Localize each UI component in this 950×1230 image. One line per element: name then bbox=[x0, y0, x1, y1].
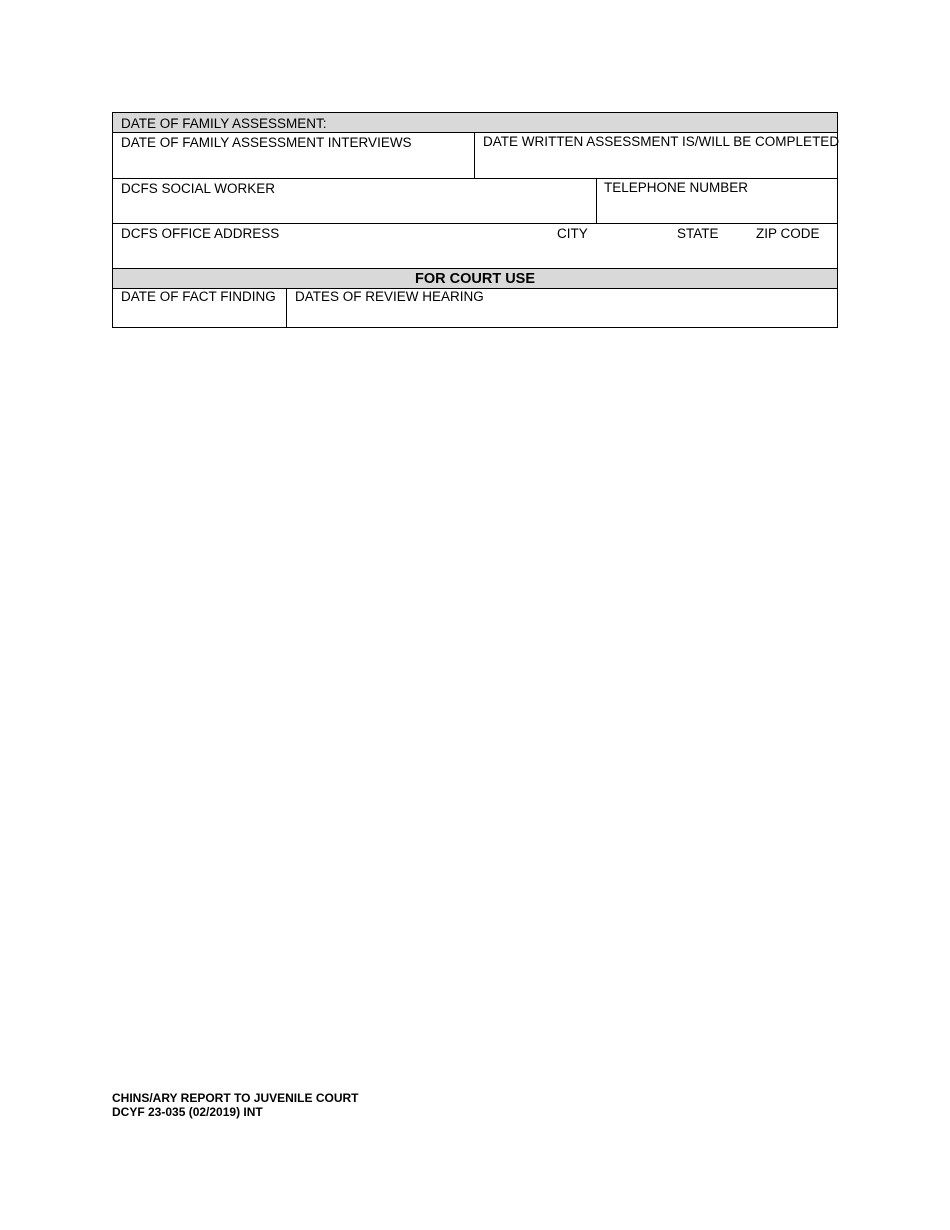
telephone-label: TELEPHONE NUMBER bbox=[604, 180, 749, 195]
state-label: STATE bbox=[677, 226, 719, 241]
court-dates-row bbox=[113, 289, 837, 327]
fact-finding-label: DATE OF FACT FINDING bbox=[121, 289, 276, 304]
family-assessment-date-row[interactable] bbox=[113, 113, 837, 133]
social-worker-label: DCFS SOCIAL WORKER bbox=[121, 181, 276, 196]
footer-title: CHINS/ARY REPORT TO JUVENILE COURT bbox=[112, 1091, 359, 1105]
assessment-dates-row bbox=[113, 133, 840, 179]
review-hearing-dates-field[interactable] bbox=[286, 289, 837, 327]
interviews-date-field[interactable] bbox=[113, 133, 474, 178]
court-report-form bbox=[112, 112, 838, 328]
zip-label: ZIP CODE bbox=[756, 226, 820, 241]
interviews-date-label: DATE OF FAMILY ASSESSMENT INTERVIEWS bbox=[121, 135, 412, 150]
footer-form-number: DCYF 23-035 (02/2019) INT bbox=[112, 1105, 263, 1119]
written-assessment-date-field[interactable] bbox=[474, 133, 840, 178]
social-worker-row bbox=[113, 179, 837, 224]
court-use-header-row bbox=[113, 269, 837, 289]
telephone-field[interactable] bbox=[596, 179, 837, 223]
city-label: CITY bbox=[557, 226, 588, 241]
court-use-header: FOR COURT USE bbox=[414, 271, 536, 287]
family-assessment-date-label: DATE OF FAMILY ASSESSMENT: bbox=[121, 116, 327, 131]
review-hearing-label: DATES OF REVIEW HEARING bbox=[295, 289, 484, 304]
written-assessment-date-label: DATE WRITTEN ASSESSMENT IS/WILL BE COMPLETED bbox=[483, 134, 840, 149]
form-footer bbox=[112, 1091, 358, 1119]
office-address-row[interactable] bbox=[113, 224, 837, 269]
fact-finding-date-field[interactable] bbox=[113, 289, 286, 327]
social-worker-field[interactable] bbox=[113, 179, 596, 223]
office-address-label: DCFS OFFICE ADDRESS bbox=[121, 226, 280, 241]
